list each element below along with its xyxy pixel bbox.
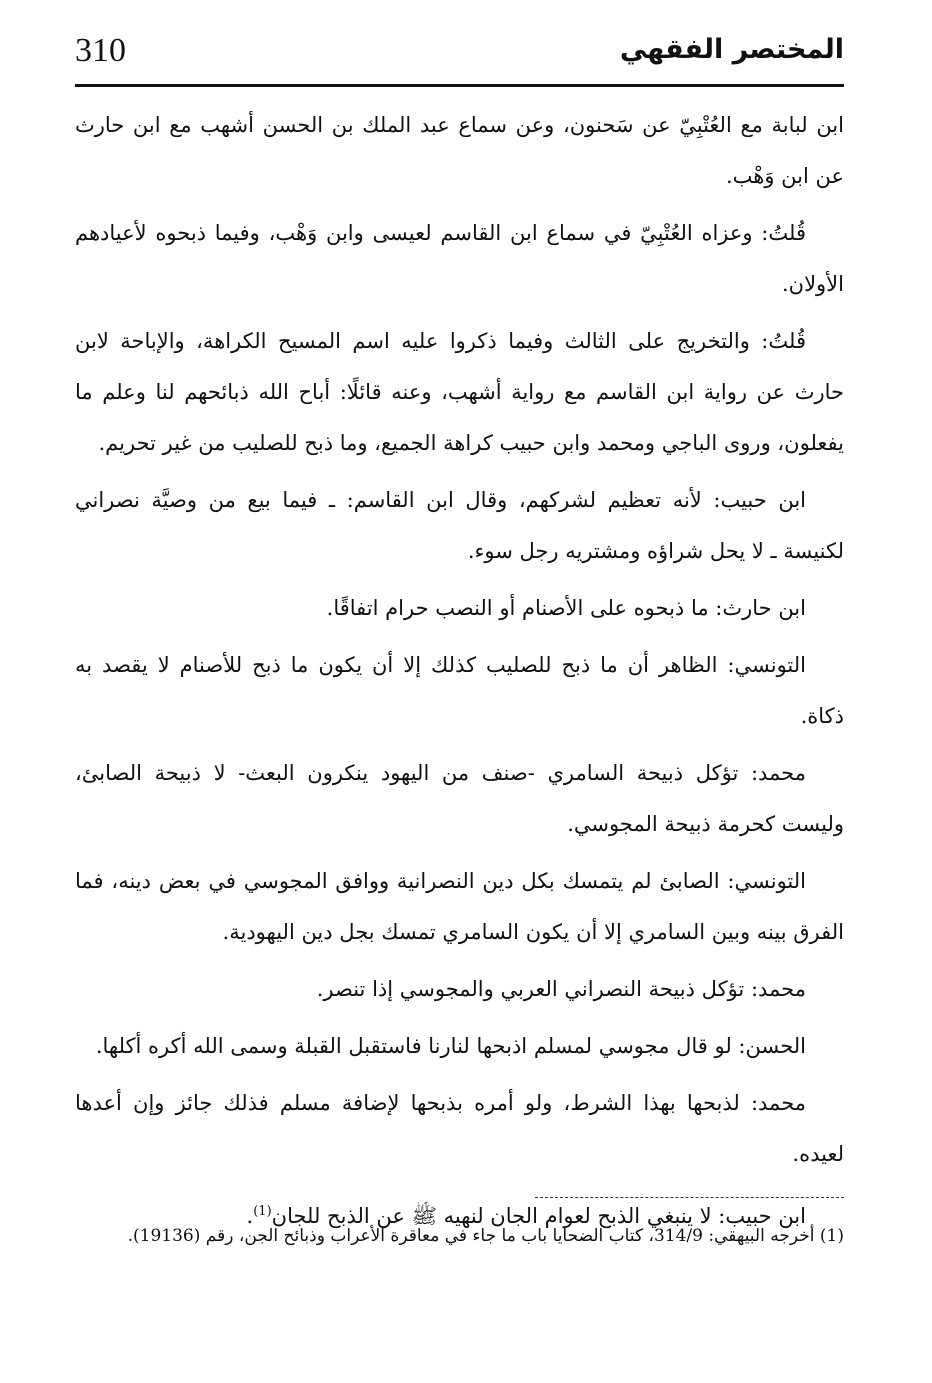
footnote-divider bbox=[535, 1197, 844, 1198]
paragraph bbox=[75, 475, 844, 577]
paragraph bbox=[75, 208, 844, 310]
paragraph-text: التونسي: الظاهر أن ما ذبح للصليب كذلك إلا أن يكون ما ذبح للأصنام لا يقصد به ذكاة. bbox=[75, 653, 844, 728]
book-title: المختصر الفقهي bbox=[619, 34, 844, 65]
footnote-mark: (1) bbox=[819, 1226, 844, 1246]
footnote-reference[interactable]: (1) bbox=[253, 1204, 272, 1219]
paragraph-text: ابن لبابة مع العُتْبِيّ عن سَحنون، وعن سماع عبد الملك بن الحسن أشهب مع ابن حارث عن ابن وَهْب. bbox=[75, 113, 844, 188]
paragraph bbox=[75, 1078, 844, 1180]
paragraph bbox=[75, 100, 844, 202]
body-text bbox=[75, 100, 844, 1248]
paragraph bbox=[75, 640, 844, 742]
paragraph-text: التونسي: الصابئ لم يتمسك بكل دين النصرانية ووافق المجوسي في بعض دينه، فما الفرق بينه وبين السامري إلا أن يكون السامري تمسك بجل دين اليهودية. bbox=[75, 869, 844, 944]
paragraph-text: ابن حارث: ما ذبحوه على الأصنام أو النصب حرام اتفاقًا. bbox=[326, 596, 806, 620]
footnote bbox=[75, 1218, 844, 1254]
paragraph-text: قُلتُ: والتخريج على الثالث وفيما ذكروا عليه اسم المسيح الكراهة، والإباحة لابن حارث عن رواية ابن القاسم مع رواية أشهب، وعنه قائلًا: أباح الله ذبائحهم لنا وعلم ما يفعلون، وروى الباجي ومحمد وابن حبيب كراهة الجميع، وما ذبح للصليب من غير تحريم. bbox=[75, 329, 844, 455]
paragraph bbox=[75, 316, 844, 469]
paragraph-text: ابن حبيب: لا ينبغي الذبح لعوام الجان لنهيه ﷺ عن الذبح للجان bbox=[271, 1204, 806, 1228]
paragraph-text: قُلتُ: وعزاه العُتْبِيّ في سماع ابن القاسم لعيسى وابن وَهْب، وفيما ذبحوه لأعيادهم الأولان. bbox=[75, 221, 844, 296]
page-header bbox=[75, 28, 844, 87]
paragraph-text: الحسن: لو قال مجوسي لمسلم اذبحها لنارنا فاستقبل القبلة وسمى الله أكره أكلها. bbox=[95, 1034, 806, 1058]
paragraph-text: ابن حبيب: لأنه تعظيم لشركهم، وقال ابن القاسم: ـ فيما بيع من وصيَّة نصراني لكنيسة ـ لا يحل شراؤه ومشتريه رجل سوء. bbox=[75, 488, 844, 563]
paragraph bbox=[75, 1021, 844, 1072]
footnote-text: أخرجه البيهقي: 314/9، كتاب الضحايا باب ما جاء في معاقرة الأعراب وذبائح الجن، رقم (19136). bbox=[127, 1226, 815, 1246]
paragraph bbox=[75, 748, 844, 850]
paragraph bbox=[75, 964, 844, 1015]
paragraph bbox=[75, 856, 844, 958]
paragraph bbox=[75, 583, 844, 634]
paragraph-text: محمد: لذبحها بهذا الشرط، ولو أمره بذبحها لإضافة مسلم فذلك جائز وإن أعدها لعيده. bbox=[75, 1091, 844, 1166]
paragraph-text: محمد: تؤكل ذبيحة النصراني العربي والمجوسي إذا تنصر. bbox=[316, 977, 806, 1001]
page-number: 310 bbox=[75, 32, 126, 69]
paragraph-tail: . bbox=[246, 1204, 254, 1228]
paragraph-text: محمد: تؤكل ذبيحة السامري -صنف من اليهود ينكرون البعث- لا ذبيحة الصابئ، وليست كحرمة ذبيحة المجوسي. bbox=[75, 761, 844, 836]
